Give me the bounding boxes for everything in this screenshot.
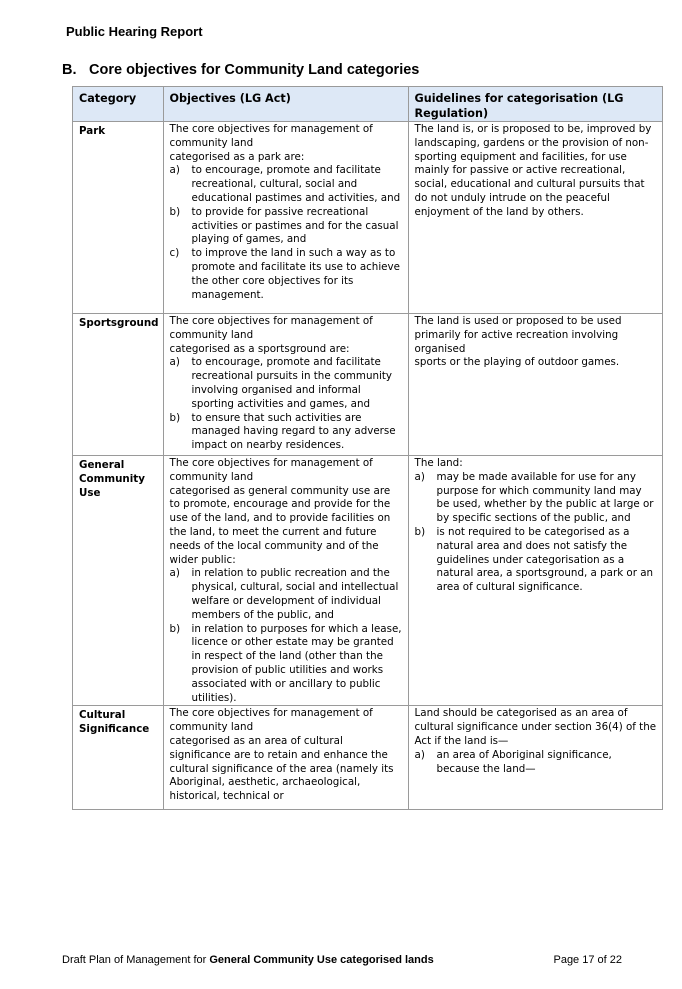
lettered-list <box>415 471 658 595</box>
table-row <box>73 122 663 314</box>
list-marker: c) <box>169 247 180 260</box>
guidelines-cell <box>408 314 662 456</box>
list-item <box>170 412 404 453</box>
list-marker: a) <box>414 748 425 761</box>
cell-paragraph: categorised as a park are: <box>169 150 305 163</box>
category-cell: Park <box>73 122 164 314</box>
column-header-guidelines: Guidelines for categorisation (LG Regulation) <box>408 87 662 122</box>
list-item <box>170 356 404 411</box>
cell-paragraph: categorised as an area of cultural significance are to retain and enhance the cultural significance of the area (namely its Aboriginal, aesthetic, archaeological, historical, technical or <box>169 734 394 803</box>
table-row <box>73 706 663 810</box>
list-item <box>170 567 404 622</box>
list-marker: a) <box>169 356 180 369</box>
guidelines-cell <box>408 456 662 706</box>
list-item-text: may be made available for use for any purpose for which community land may be used, whether by the public at large or by specific sections of the public, and <box>436 470 654 525</box>
list-marker: b) <box>169 205 181 218</box>
cell-paragraph: The core objectives for management of community land <box>169 707 373 734</box>
list-item-text: to encourage, promote and facilitate recreational pursuits in the community involving organised and informal sporting activities and games, and <box>191 356 392 410</box>
cell-paragraph: The core objectives for management of community land <box>169 123 373 149</box>
list-item-text: to improve the land in such a way as to promote and facilitate its use to achieve the other core objectives for its management. <box>191 247 400 301</box>
cell-paragraph: categorised as general community use are to promote, encourage and provide for the use of the land, and to provide facilities on the land, to meet the current and future needs of the local community and of the wider public: <box>169 484 391 566</box>
list-item <box>415 471 658 526</box>
list-item <box>170 247 404 302</box>
list-item <box>170 164 404 205</box>
table-body <box>73 122 663 810</box>
cell-paragraph: The land: <box>414 457 463 469</box>
cell-paragraph: The core objectives for management of community land <box>169 457 373 483</box>
lettered-list <box>170 356 404 453</box>
list-item <box>170 623 404 706</box>
list-marker: b) <box>169 622 181 635</box>
category-cell: General Community Use <box>73 456 164 706</box>
list-marker: b) <box>414 525 426 538</box>
lettered-list <box>170 164 404 302</box>
section-heading <box>62 62 419 78</box>
list-item-text: to provide for passive recreational activities or pastimes and for the casual playing of games, and <box>191 205 399 246</box>
list-marker: a) <box>169 164 180 177</box>
category-cell: Sportsground <box>73 314 164 456</box>
table-row <box>73 314 663 456</box>
list-marker: a) <box>169 567 180 580</box>
footer-document-title <box>62 954 434 966</box>
list-marker: b) <box>169 411 181 424</box>
cell-paragraph: Land should be categorised as an area of cultural significance under section 36(4) of the <box>414 707 657 734</box>
objectives-cell <box>163 314 408 456</box>
list-item-text: to encourage, promote and facilitate recreational, cultural, social and educational pastimes and activities, and <box>191 164 401 204</box>
cell-paragraph: sports or the playing of outdoor games. <box>414 356 620 369</box>
list-item <box>415 526 658 595</box>
cell-paragraph: The core objectives for management of community land <box>169 315 373 341</box>
list-item-text: is not required to be categorised as a natural area and does not satisfy the guidelines under categorisation as a natural area, a sportsground, a park or an area of cultural significance. <box>436 525 654 594</box>
section-title-text: Core objectives for Community Land categories <box>89 62 420 78</box>
report-header: Public Hearing Report <box>66 24 203 39</box>
footer-page-number: Page 17 of 22 <box>553 954 622 966</box>
list-item-text: in relation to purposes for which a lease, licence or other estate may be granted in respect of the land (other than the provision of public utilities and works associated with or ancillary to public utilities). <box>191 622 402 704</box>
list-item <box>170 206 404 247</box>
lettered-list <box>415 749 658 777</box>
objectives-cell <box>163 456 408 706</box>
column-header-category: Category <box>73 87 164 122</box>
table-header-row <box>73 87 663 122</box>
list-item-text: to ensure that such activities are managed having regard to any adverse impact on nearby residences. <box>191 411 396 452</box>
guidelines-cell <box>408 122 662 314</box>
section-number: B. <box>62 62 77 78</box>
lettered-list <box>170 567 404 705</box>
core-objectives-table <box>72 86 663 810</box>
cell-paragraph: The land is, or is proposed to be, improved by landscaping, gardens or the provision of non-sporting equipment and facilities, for use mainly for passive or active recreational, social, educational and cultural pursuits that do not unduly intrude on the peaceful enjoyment of the land by others. <box>414 123 652 218</box>
footer-title-prefix: Draft Plan of Management for <box>62 954 210 966</box>
guidelines-cell <box>408 706 662 810</box>
cell-paragraph: categorised as a sportsground are: <box>169 342 350 355</box>
list-item-text: in relation to public recreation and the physical, cultural, social and intellectual welfare or development of individual members of the public, and <box>191 567 399 621</box>
footer-title-bold: General Community Use categorised lands <box>209 954 434 966</box>
objectives-cell <box>163 122 408 314</box>
column-header-objectives: Objectives (LG Act) <box>163 87 408 122</box>
cell-paragraph: Act if the land is— <box>414 734 509 747</box>
table-row <box>73 456 663 706</box>
objectives-cell <box>163 706 408 810</box>
list-marker: a) <box>414 470 425 483</box>
list-item-text: an area of Aboriginal significance, because the land— <box>436 748 612 775</box>
cell-paragraph: The land is used or proposed to be used primarily for active recreation involving organised <box>414 315 622 355</box>
category-cell: Cultural Significance <box>73 706 164 810</box>
list-item <box>415 749 658 777</box>
